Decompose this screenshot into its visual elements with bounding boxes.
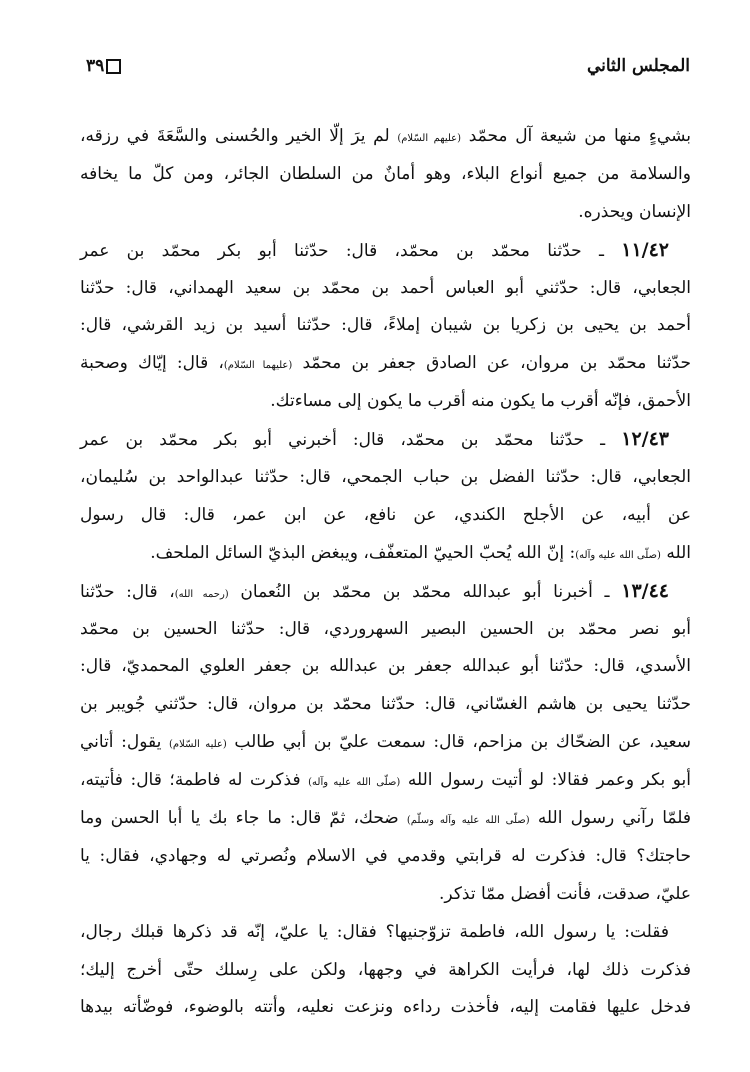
text-line: [80, 876, 691, 914]
square-ornament-icon: [106, 59, 121, 74]
text-line: [80, 194, 691, 232]
text-line: [80, 914, 691, 952]
text-segment: أحمد بن يحيى بن زكريا بن شيبان إملاءً، قال: حدّثنا أسيد بن زيد القرشي، قال:: [80, 315, 691, 336]
text-segment: ـ حدّثنا محمّد بن محمّد، قال: أخبرني أبو بكر محمّد بن عمر: [80, 430, 622, 451]
text-segment: الجعابي، قال: حدّثني أبو العباس أحمد بن محمّد بن سعيد الهمداني، قال: حدّثنا: [80, 277, 691, 298]
text-segment: فذكرت له فاطمة؛ قال: فأتيته،: [80, 770, 309, 791]
honorific: (صلّى الله عليه وآله): [575, 549, 661, 561]
honorific: (صلّى الله عليه وآله وسلّم): [406, 815, 530, 827]
text-segment: ضحك، ثمّ قال: ما جاء بك يا أبا الحسن وما: [80, 808, 407, 829]
text-segment: الإنسان ويحذره.: [578, 201, 691, 222]
hadith-number: ١٣/٤٤: [621, 579, 669, 602]
text-line: [80, 724, 691, 762]
text-line: [80, 421, 691, 459]
text-line: [80, 232, 691, 270]
honorific: (عليهم السّلام): [397, 133, 462, 144]
text-segment: ـ أخبرنا أبو عبدالله محمّد بن محمّد بن النُعمان: [228, 581, 622, 602]
page-header: [86, 56, 690, 86]
page-body-text: [80, 118, 691, 1027]
honorific: (صلّى الله عليه وآله): [308, 777, 401, 789]
honorific: (عليهما السّلام): [223, 360, 293, 372]
honorific: (عليه السّلام): [169, 739, 227, 751]
text-line: [80, 270, 691, 308]
text-line: [80, 800, 691, 838]
text-segment: ، قال: حدّثنا: [80, 581, 175, 602]
text-line: [80, 118, 691, 156]
page-number: ٣٩: [86, 56, 105, 76]
text-segment: حاجتك؟ قال: فذكرت له قرابتي وقدمي في الاسلام ونُصرتي له وجهادي، فقال: يا: [80, 845, 691, 866]
text-segment: فذكرت ذلك لها، فرأيت الكراهة في وجهها، ولكن على رِسلك حتّى أخرج إليك؛: [80, 959, 691, 980]
text-line: [80, 345, 691, 383]
text-line: [80, 989, 691, 1027]
text-segment: سعيد، عن الضحّاك بن مزاحم، قال: سمعت عليّ بن أبي طالب: [226, 732, 691, 753]
text-line: [80, 307, 691, 345]
text-segment: فقلت: يا رسول الله، فاطمة تزوّجنيها؟ فقال: يا عليّ، إنّه قد ذكرها قبلك رجال،: [80, 921, 669, 942]
text-segment: ـ حدّثنا محمّد بن محمّد، قال: حدّثنا أبو بكر محمّد بن عمر: [80, 240, 622, 261]
text-line: [80, 762, 691, 800]
text-line: [80, 535, 691, 573]
text-line: [80, 383, 691, 421]
text-line: [80, 459, 691, 497]
text-line: [80, 156, 691, 194]
text-segment: عليّ، صدقت، فأنت أفضل ممّا تذكر.: [439, 883, 691, 904]
text-segment: الأسدي، قال: حدّثنا أبو عبدالله جعفر بن عبدالله بن جعفر العلوي المحمديّ، قال:: [80, 656, 691, 677]
text-segment: والسلامة من جميع أنواع البلاء، وهو أمانٌ من السلطان الجائر، ومن كلّ ما يخافه: [80, 163, 691, 184]
honorific: (رحمه الله): [174, 588, 229, 600]
text-segment: حدّثنا يحيى بن هاشم الغسّاني، قال: حدّثنا محمّد بن مروان، قال: حدّثني جُويبر بن: [80, 694, 691, 715]
text-segment: حدّثنا محمّد بن مروان، عن الصادق جعفر بن محمّد: [292, 353, 692, 374]
hadith-number: ١١/٤٢: [621, 238, 669, 261]
text-line: [80, 952, 691, 990]
text-segment: ، قال: إيّاك وصحبة: [80, 353, 224, 374]
text-line: [80, 648, 691, 686]
running-title: المجلس الثاني: [586, 56, 690, 76]
text-segment: لم يرَ إلّا الخير والحُسنى والسَّعَةَ في رزقه،: [80, 126, 398, 146]
hadith-number: ١٢/٤٣: [621, 428, 669, 451]
text-segment: يقول: أتاني: [80, 732, 169, 753]
text-segment: الأحمق، فإنّه أقرب ما يكون منه أقرب ما يكون إلى مساءتك.: [270, 391, 691, 412]
text-segment: : إنّ الله يُحبّ الحييّ المتعفّف، ويبغض البذيّ السائل الملحف.: [150, 542, 576, 563]
page-number-block: [86, 56, 121, 76]
text-segment: الله: [660, 542, 691, 563]
text-line: [80, 611, 691, 649]
text-line: [80, 838, 691, 876]
text-line: [80, 686, 691, 724]
text-segment: فدخل عليها فقامت إليه، فأخذت رداءه ونزعت نعليه، وأتته بالوضوء، فوضّأته بيدها: [80, 997, 691, 1018]
text-line: [80, 573, 691, 611]
text-segment: أبو بكر وعمر فقالا: لو أتيت رسول الله: [400, 770, 691, 791]
text-segment: عن أبيه، عن الأجلح الكندي، عن نافع، عن ابن عمر، قال: قال رسول: [80, 504, 691, 525]
text-segment: الجعابي، قال: حدّثنا الفضل بن حباب الجمحي، قال: حدّثنا عبدالواحد بن سُليمان،: [80, 467, 691, 488]
text-segment: فلمّا رآني رسول الله: [529, 808, 691, 829]
text-line: [80, 497, 691, 535]
text-segment: بشيءٍ منها من شيعة آل محمّد: [461, 126, 691, 146]
text-segment: أبو نصر محمّد بن الحسين البصير السهروردي، قال: حدّثنا الحسين بن محمّد: [80, 618, 691, 639]
